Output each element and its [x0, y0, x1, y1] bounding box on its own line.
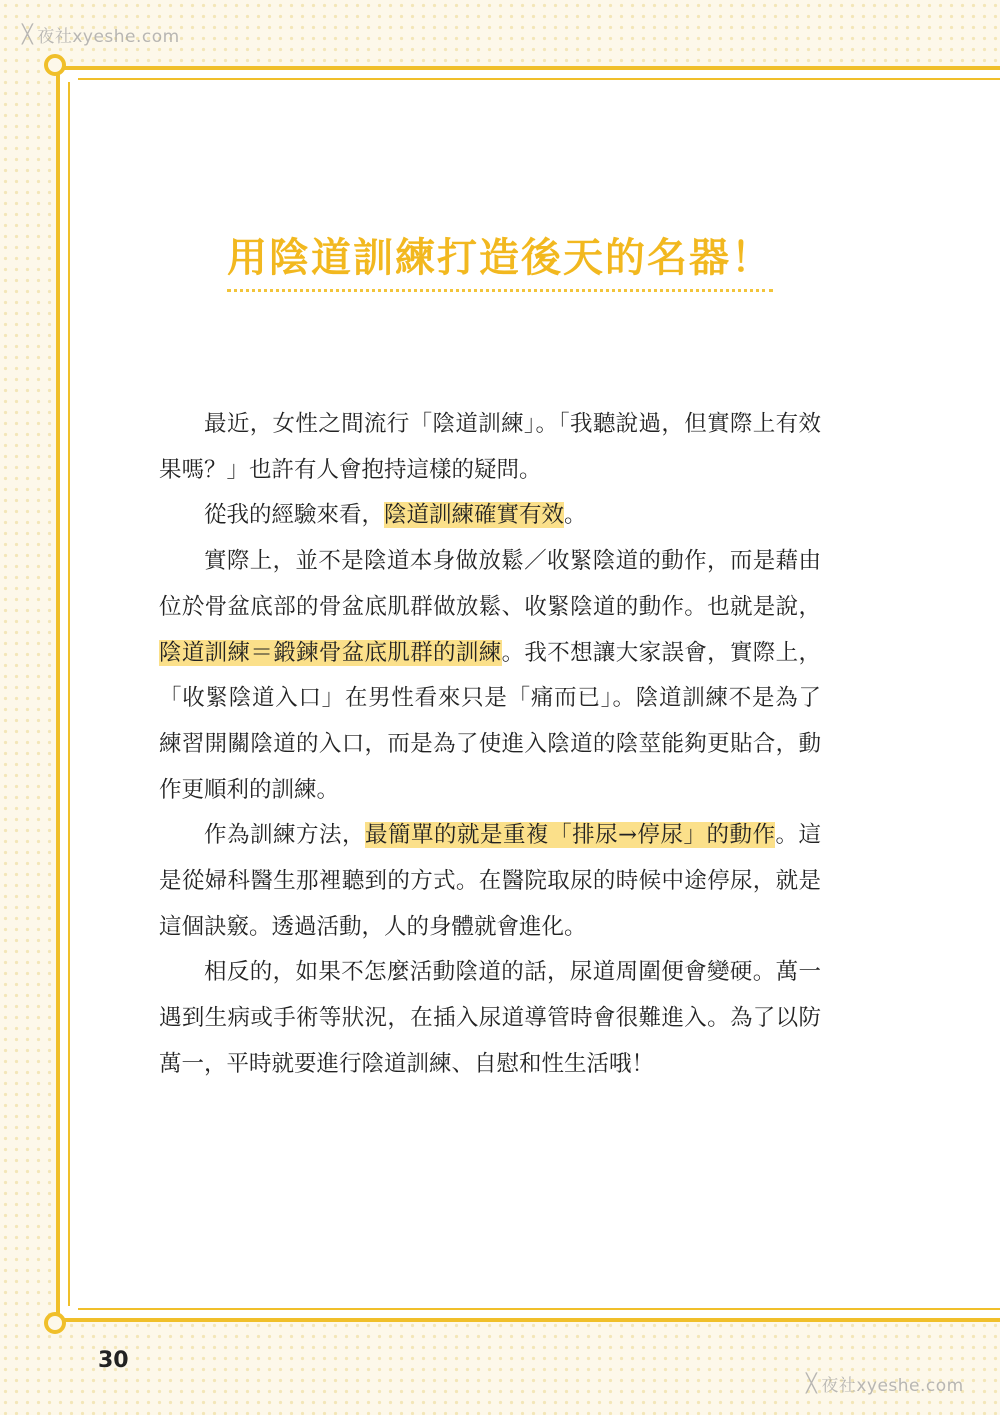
text-segment: 最近，女性之間流行「陰道訓練」。「我聽說過，但實際上有效果嗎？」也許有人會抱持這樣的疑問。	[159, 411, 821, 483]
paragraph	[159, 402, 821, 493]
text-segment: 相反的，如果不怎麼活動陰道的話，尿道周圍便會變硬。萬一遇到生病或手術等狀況，在插入尿道導管時會很難進入。為了以防萬一，平時就要進行陰道訓練、自慰和性生活哦！	[159, 959, 821, 1077]
highlighted-text: 陰道訓練＝鍛鍊骨盆底肌群的訓練	[159, 639, 502, 666]
paragraph	[159, 950, 821, 1087]
text-segment: 。這是從婦科醫生那裡聽到的方式。在醫院取尿的時候中途停尿，就是這個訣竅。透過活動，人的身體就會進化。	[159, 822, 821, 940]
frame-corner-ornament	[44, 54, 66, 76]
frame-top-line	[78, 78, 1000, 80]
page-number: 30	[98, 1348, 129, 1373]
watermark-text: 夜社xyeshe.com	[821, 1376, 964, 1396]
body-text	[159, 402, 821, 1088]
x-icon: ╳	[806, 1373, 818, 1394]
text-segment: 實際上，並不是陰道本身做放鬆／收緊陰道的動作，而是藉由位於骨盆底部的骨盆底肌群做放鬆、收緊陰道的動作。也就是說，	[159, 548, 821, 620]
paragraph	[159, 813, 821, 950]
highlighted-text: 陰道訓練確實有效	[384, 502, 565, 529]
paragraph	[159, 539, 821, 813]
text-segment: 。	[564, 502, 587, 529]
watermark-bottom	[806, 1371, 964, 1396]
page-title: 用陰道訓練打造後天的名器！	[227, 226, 773, 292]
paragraph	[159, 493, 821, 539]
text-segment: 從我的經驗來看，	[204, 502, 385, 529]
watermark-text: 夜社xyeshe.com	[37, 27, 180, 47]
text-segment: 作為訓練方法，	[204, 822, 366, 849]
text-segment: 。我不想讓大家誤會，實際上，「收緊陰道入口」在男性看來只是「痛而已」。陰道訓練不是為了練習開關陰道的入口，而是為了使進入陰道的陰莖能夠更貼合，動作更順利的訓練。	[159, 639, 821, 803]
x-icon: ╳	[22, 24, 34, 45]
frame-corner-ornament	[44, 1312, 66, 1334]
title-container	[0, 226, 1000, 292]
watermark-top	[22, 22, 180, 47]
highlighted-text: 最簡單的就是重複「排尿→停尿」的動作	[365, 822, 776, 849]
frame-bottom-line	[78, 1308, 1000, 1310]
